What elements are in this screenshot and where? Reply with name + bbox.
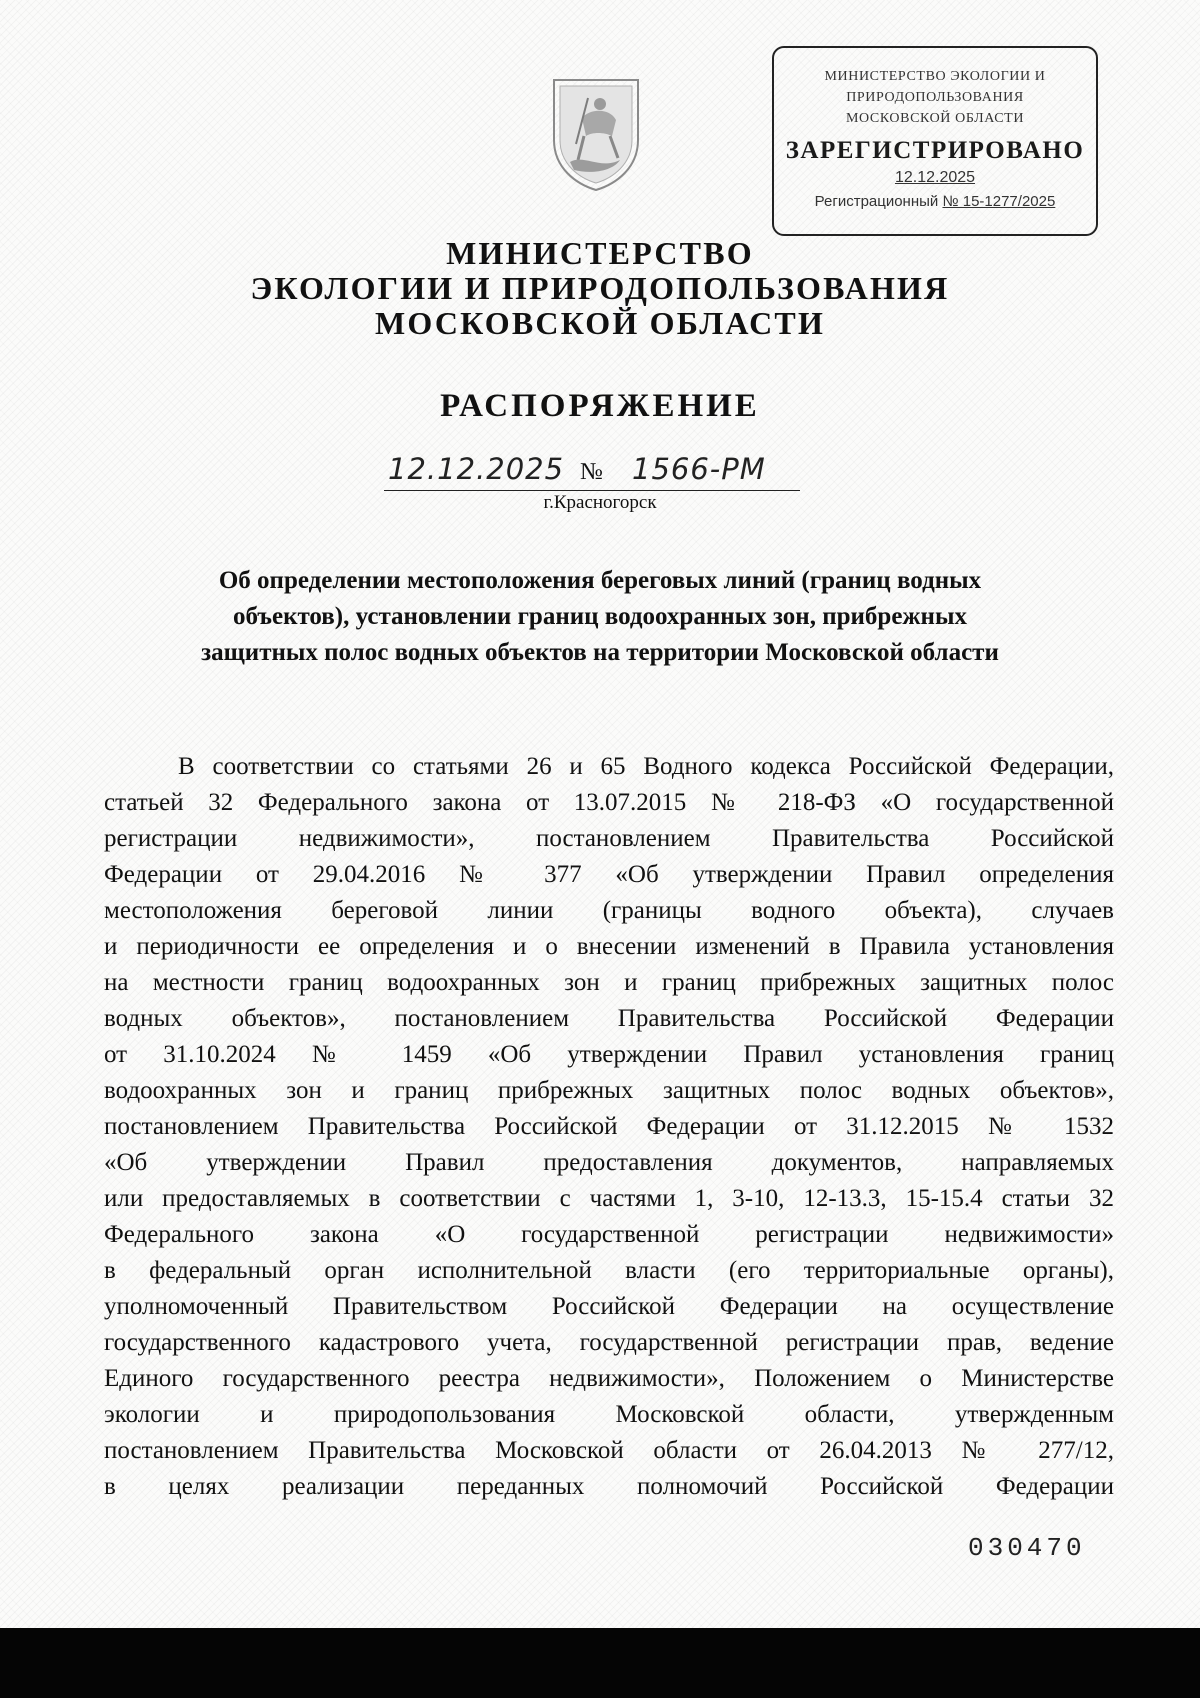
ministry-line: МИНИСТЕРСТВО — [446, 235, 754, 271]
body-line: регистрации недвижимости», постановлением Правительства Российской — [104, 825, 1114, 852]
body-line: В соответствии со статьями 26 и 65 Водного кодекса Российской Федерации, — [178, 753, 1114, 780]
body-line: постановлением Правительства Российской Федерации от 31.12.2015 № 1532 — [104, 1113, 1114, 1140]
scan-bottom-border — [0, 1628, 1200, 1698]
stamp-org-line: МОСКОВСКОЙ ОБЛАСТИ — [845, 111, 1025, 126]
body-line: от 31.10.2024 № 1459 «Об утверждении Правил установления границ — [104, 1041, 1114, 1068]
stamp-org-line: ПРИРОДОПОЛЬЗОВАНИЯ — [846, 90, 1024, 105]
body-line: экологии и природопользования Московской области, утвержденным — [104, 1401, 1114, 1428]
subject-line: защитных полос водных объектов на территории Московской области — [201, 639, 999, 666]
body-line: Федерального закона «О государственной регистрации недвижимости» — [104, 1221, 1114, 1248]
ministry-line: МОСКОВСКОЙ ОБЛАСТИ — [374, 305, 826, 341]
stamp-reg-label: Регистрационный — [814, 193, 939, 210]
body-line: государственного кадастрового учета, государственной регистрации прав, ведение — [104, 1329, 1114, 1356]
city-name: г.Красногорск — [543, 492, 657, 513]
body-line: или предоставляемых в соответствии с частями 1, 3-10, 12-13.3, 15-15.4 статьи 32 — [104, 1185, 1114, 1212]
stamp-reg-number: № 15-1277/2025 — [942, 193, 1056, 210]
body-line: Федерации от 29.04.2016 № 377 «Об утверждении Правил определения — [104, 861, 1114, 888]
body-line: «Об утверждении Правил предоставления документов, направляемых — [104, 1149, 1114, 1176]
handwritten-date: 12.12.2025 — [388, 452, 565, 486]
handwritten-number: 1566-РМ — [632, 452, 766, 486]
ministry-line: ЭКОЛОГИИ И ПРИРОДОПОЛЬЗОВАНИЯ — [250, 270, 950, 306]
body-line: уполномоченный Правительством Российской Федерации на осуществление — [104, 1293, 1114, 1320]
subject-line: Об определении местоположения береговых линий (границ водных — [218, 567, 982, 594]
date-number-line — [384, 452, 800, 491]
body-line: постановлением Правительства Московской области от 26.04.2013 № 277/12, — [104, 1437, 1114, 1464]
body-line: местоположения береговой линии (границы водного объекта), случаев — [104, 897, 1114, 924]
stamp-date: 12.12.2025 — [894, 169, 976, 186]
sheet-serial-number: 030470 — [968, 1533, 1086, 1563]
body-line: в федеральный орган исполнительной власти (его территориальные органы), — [104, 1257, 1114, 1284]
number-sign: № — [580, 459, 603, 485]
body-line: Единого государственного реестра недвижимости», Положением о Министерстве — [104, 1365, 1114, 1392]
body-line: и периодичности ее определения и о внесении изменений в Правила установления — [104, 933, 1114, 960]
document-subject — [150, 563, 1050, 671]
registration-stamp — [772, 46, 1098, 236]
ministry-heading — [200, 236, 1000, 341]
subject-line: объектов), установлении границ водоохранных зон, прибрежных — [233, 603, 967, 630]
document-type-title: РАСПОРЯЖЕНИЕ — [440, 388, 760, 424]
stamp-org-line: МИНИСТЕРСТВО ЭКОЛОГИИ И — [824, 69, 1046, 84]
body-line: статьей 32 Федерального закона от 13.07.2015 № 218-ФЗ «О государственной — [104, 789, 1114, 816]
stamp-status: ЗАРЕГИСТРИРОВАНО — [785, 137, 1085, 164]
body-line: водных объектов», постановлением Правительства Российской Федерации — [104, 1005, 1114, 1032]
stamp-organization — [774, 66, 1096, 129]
body-paragraph — [104, 749, 1114, 1505]
body-line: в целях реализации переданных полномочий Российской Федерации — [104, 1473, 1114, 1500]
coat-of-arms-emblem — [540, 74, 652, 194]
body-line: водоохранных зон и границ прибрежных защитных полос водных объектов», — [104, 1077, 1114, 1104]
stamp-registration — [774, 193, 1096, 210]
body-line: на местности границ водоохранных зон и границ прибрежных защитных полос — [104, 969, 1114, 996]
